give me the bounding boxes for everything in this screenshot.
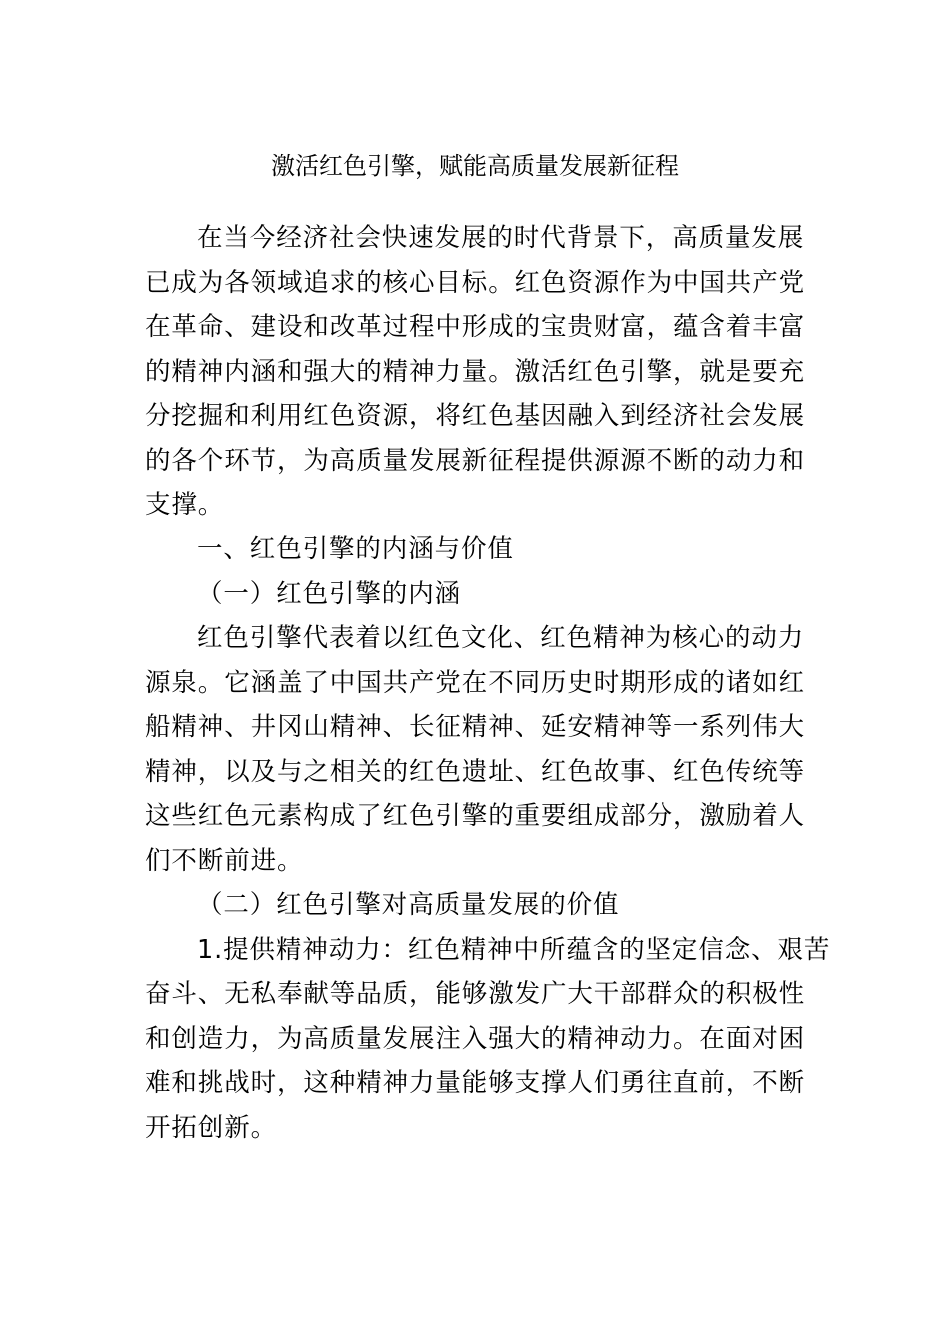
paragraph-1-line-2: 已成为各领域追求的核心目标。红色资源作为中国共产党 [145, 268, 806, 298]
paragraph-2-line-6: 们不断前进。 [145, 846, 304, 876]
subsection-heading-2: （二）红色引擎对高质量发展的价值 [197, 890, 620, 920]
paragraph-2-line-4: 精神，以及与之相关的红色遗址、红色故事、红色传统等 [145, 757, 806, 787]
paragraph-3-line-2: 奋斗、无私奉献等品质，能够激发广大干部群众的积极性 [145, 979, 806, 1009]
paragraph-1-line-3: 在革命、建设和改革过程中形成的宝贵财富，蕴含着丰富 [145, 312, 806, 342]
subsection-heading-1: （一）红色引擎的内涵 [197, 579, 462, 609]
paragraph-2-line-2: 源泉。它涵盖了中国共产党在不同历史时期形成的诸如红 [145, 668, 806, 698]
paragraph-1-line-6: 的各个环节，为高质量发展新征程提供源源不断的动力和 [145, 446, 806, 476]
paragraph-3-line-1: 1.提供精神动力：红色精神中所蕴含的坚定信念、艰苦 [197, 935, 831, 965]
section-heading-1: 一、红色引擎的内涵与价值 [197, 534, 514, 564]
paragraph-3-line-5: 开拓创新。 [145, 1113, 278, 1143]
paragraph-2-line-1: 红色引擎代表着以红色文化、红色精神为核心的动力 [197, 623, 805, 653]
paragraph-3-line-3: 和创造力，为高质量发展注入强大的精神动力。在面对困 [145, 1024, 806, 1054]
paragraph-1-line-4: 的精神内涵和强大的精神力量。激活红色引擎，就是要充 [145, 357, 806, 387]
paragraph-1-line-7: 支撑。 [145, 490, 225, 520]
paragraph-1-line-1: 在当今经济社会快速发展的时代背景下，高质量发展 [197, 223, 805, 253]
paragraph-2-line-3: 船精神、井冈山精神、长征精神、延安精神等一系列伟大 [145, 712, 806, 742]
document-title: 激活红色引擎，赋能高质量发展新征程 [271, 152, 679, 180]
paragraph-2-line-5: 这些红色元素构成了红色引擎的重要组成部分，激励着人 [145, 801, 806, 831]
paragraph-1-line-5: 分挖掘和利用红色资源，将红色基因融入到经济社会发展 [145, 401, 806, 431]
paragraph-3-line-4: 难和挑战时，这种精神力量能够支撑人们勇往直前，不断 [145, 1068, 806, 1098]
